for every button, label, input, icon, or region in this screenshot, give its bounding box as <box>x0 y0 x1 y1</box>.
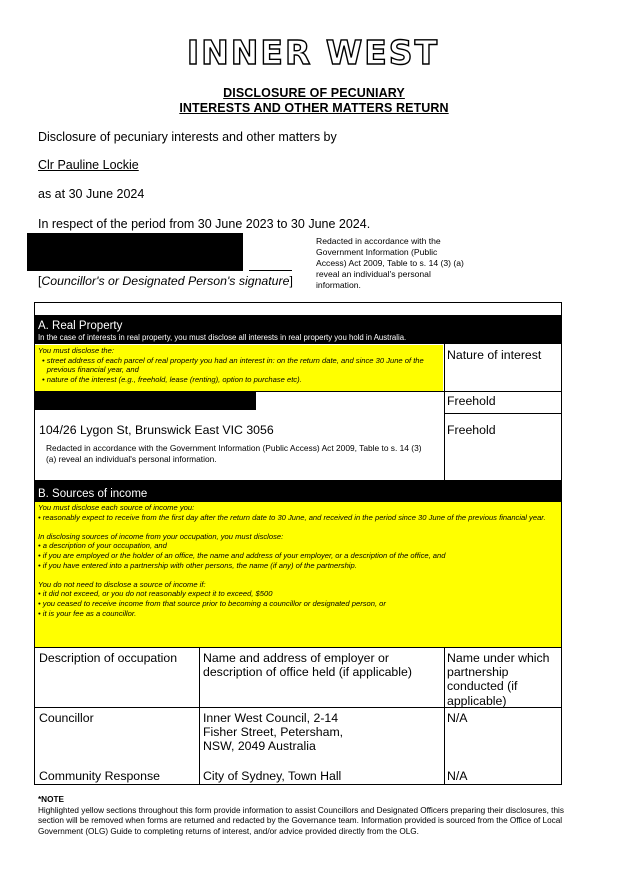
nature-of-interest-header: Nature of interest <box>447 348 542 362</box>
section-b-guidance-line: • you ceased to receive income from that source prior to becoming a councillor or designated person, or <box>38 598 386 608</box>
footnote-text: Highlighted yellow sections throughout this form provide information to assist Councillors and Designated Officers preparing their disclosures, this section will be removed when forms are returned and redacted by the Governance team. Information provided is sourced from the Office of Local Government (OLG) Guide to completing returns of interest, and/or advice provided directly from the OLG. <box>38 805 564 836</box>
signature-line <box>249 270 292 271</box>
property-redaction-note: Redacted in accordance with the Government Information (Public Access) Act 2009, Table to s. 14 (3) (a) reveal an individual's personal information. <box>46 443 422 464</box>
section-a-guidance-item-text: street address of each parcel of real property you had an interest in: on the return date, and since 30 June of the previous financial year, and <box>46 355 424 375</box>
section-b-header <box>34 480 562 502</box>
section-a-column-divider <box>444 344 445 480</box>
section-b-guidance-spacer <box>38 570 561 580</box>
section-a-subheading: In the case of interests in real property, you must disclose all interests in real property you hold in Australia. <box>38 333 407 342</box>
signature-redaction-note: Redacted in accordance with the Government Information (Public Access) Act 2009, Table to s. 14 (3) (a) reveal an individual's personal information. <box>316 236 464 290</box>
section-a-heading: A. Real Property <box>38 320 123 332</box>
signature-label-text: Councillor's or Designated Person's signature <box>41 274 290 288</box>
occupation-cell: Community Response <box>39 769 160 783</box>
occupation-column-header: Description of occupation <box>39 651 178 665</box>
employer-cell: Inner West Council, 2-14 Fisher Street, Petersham, NSW, 2049 Australia <box>203 711 344 754</box>
section-b-guidance-spacer <box>38 522 561 532</box>
section-a-header <box>34 315 562 344</box>
signature-open-bracket: [ <box>38 274 42 288</box>
section-a-guidance-item: • street address of each parcel of real property you had an interest in: on the return date, and since 30 June of the previous financial year, and <box>38 356 443 375</box>
footnote <box>38 795 590 837</box>
property-address-cell: 104/26 Lygon St, Brunswick East VIC 3056 <box>39 423 274 437</box>
nature-of-interest-cell: Freehold <box>447 423 496 437</box>
disclosure-by-text: Disclosure of pecuniary interests and other matters by <box>38 130 337 144</box>
partnership-column-header: Name under which partnership conducted (if applicable) <box>447 651 550 708</box>
footnote-heading: *NOTE <box>38 795 64 804</box>
section-a-guidance <box>35 345 443 392</box>
section-b-column-divider-2 <box>444 647 445 785</box>
employer-cell: City of Sydney, Town Hall <box>203 769 342 783</box>
page-title-line2: INTERESTS AND OTHER MATTERS RETURN <box>179 101 449 115</box>
section-a-nature-divider <box>444 413 562 414</box>
signature-close-bracket: ] <box>289 274 293 288</box>
councillor-name: Clr Pauline Lockie <box>38 158 139 172</box>
section-b-guidance-line: In disclosing sources of income from your occupation, you must disclose: <box>38 531 284 541</box>
period-text: In respect of the period from 30 June 2023 to 30 June 2024. <box>38 217 371 231</box>
logo-text: INNER WEST <box>186 36 440 70</box>
section-b-column-divider-1 <box>199 647 200 785</box>
inner-west-logo <box>178 36 448 70</box>
occupation-cell: Councillor <box>39 711 94 725</box>
as-at-date: as at 30 June 2024 <box>38 187 145 201</box>
section-b-heading: B. Sources of income <box>38 488 148 500</box>
nature-of-interest-cell: Freehold <box>447 394 496 408</box>
section-a-guidance-title: You must disclose the: <box>38 346 114 355</box>
section-b-guidance <box>35 502 561 647</box>
section-b-guidance-line: • it did not exceed, or you do not reasonably expect it to exceed, $500 <box>38 589 273 599</box>
section-b-guidance-line: • a description of your occupation, and <box>38 541 167 551</box>
signature-label <box>38 274 293 288</box>
employer-column-header: Name and address of employer or description of office held (if applicable) <box>203 651 412 680</box>
section-b-header-top <box>34 647 562 648</box>
section-b-guidance-line: • if you have entered into a partnership with other persons, the name (if any) of the partnership. <box>38 560 357 570</box>
section-b-guidance-line: • reasonably expect to receive from the first day after the return date to 30 June, and received in the period since 30 June of the previous financial year. <box>38 512 546 522</box>
section-b-header-bottom <box>34 707 562 708</box>
address-redaction-block <box>34 392 256 410</box>
partnership-cell: N/A <box>447 769 468 783</box>
section-a-guidance-item: • nature of the interest (e.g., freehold, lease (renting), option to purchase etc). <box>42 374 302 384</box>
signature-redaction-block <box>27 233 243 271</box>
section-a-guidance-item-text: nature of the interest (e.g., freehold, lease (renting), option to purchase etc). <box>46 374 302 384</box>
section-b-guidance-line: You must disclose each source of income you: <box>38 503 195 512</box>
section-b-guidance-line: • if you are employed or the holder of an office, the name and address of your employer, or a description of the office, and <box>38 550 446 560</box>
section-b-guidance-line: • it is your fee as a councillor. <box>38 608 137 618</box>
partnership-cell: N/A <box>447 711 468 725</box>
section-b-guidance-line: You do not need to disclose a source of income if: <box>38 579 206 589</box>
page-title-line1: DISCLOSURE OF PECUNIARY <box>223 86 405 100</box>
